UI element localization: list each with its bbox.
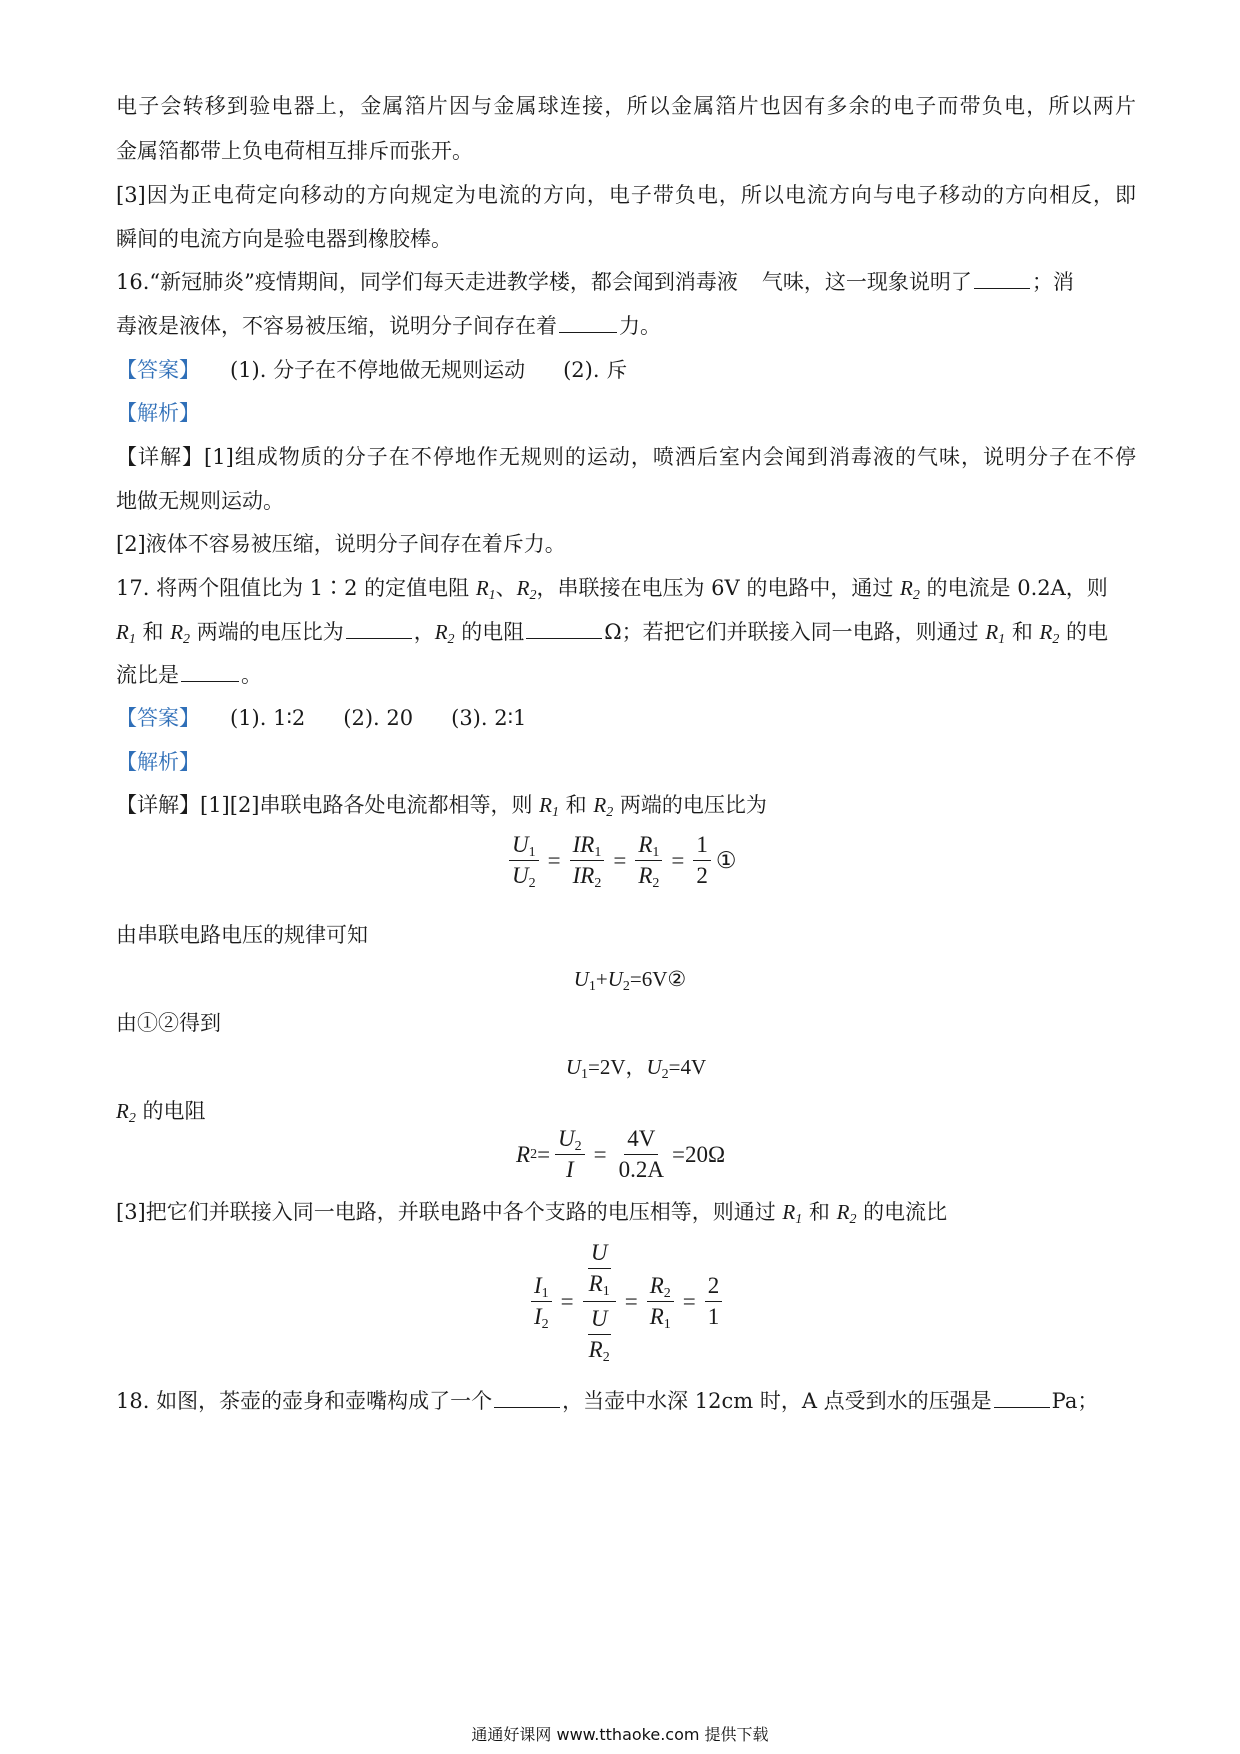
text-line: 由串联电路电压的规律可知 <box>116 923 368 947</box>
q17-text: 的电流是 0.2A，则 <box>919 576 1108 600</box>
symbol-r1: $R_1$ <box>539 793 559 820</box>
answer-blank <box>559 312 617 333</box>
q16-text: 气味，这一现象说明了 <box>761 270 972 294</box>
q17-text: 的电阻 <box>135 1099 206 1123</box>
q17-text: 两端的电压比为 <box>613 793 767 817</box>
q16-text: 力。 <box>619 314 661 338</box>
q17-text: ，串联接在电压为 6V 的电路中，通过 <box>536 576 901 600</box>
q17-text: ， <box>413 620 435 644</box>
q17-text: 、 <box>495 576 517 600</box>
q17-analysis-tag <box>116 748 1136 776</box>
question-17-line <box>116 574 1136 602</box>
q17-text: 和 <box>1005 620 1040 644</box>
text-line: 电子会转移到验电器上，金属箔片因与金属球连接，所以金属箔片也因有多余的电子而带负电，所以两片 <box>116 94 1136 118</box>
q16-text: ；消 <box>1031 270 1074 294</box>
answer-blank <box>526 618 602 639</box>
answer-blank <box>346 618 412 639</box>
q17-text: 和 <box>802 1200 837 1224</box>
answer-item: (3). 2∶1 <box>451 706 527 730</box>
symbol-r1: $R_1$ <box>475 576 496 603</box>
fraction-denominator: 1 <box>707 1304 720 1329</box>
answer-item: (2). 斥 <box>563 358 628 382</box>
text-line: 由①②得到 <box>116 1011 221 1035</box>
fraction-numerator: 1 <box>693 832 711 861</box>
symbol-r1: $R_1$ <box>985 620 1006 647</box>
symbol-r2: $R_2$ <box>900 576 920 603</box>
fraction-numerator: 2 <box>705 1273 723 1302</box>
q17-detail <box>116 791 1136 819</box>
analysis-tag: 【解析】 <box>116 750 200 774</box>
symbol-r1: $R_1$ <box>116 620 136 647</box>
q17-text: 流比是 <box>116 663 179 687</box>
q17-text: 和 <box>559 793 594 817</box>
q17-text: Ω；若把它们并联接入同一电路，则通过 <box>604 620 986 644</box>
q16-text: 毒液是液体，不容易被压缩，说明分子间存在着 <box>116 314 557 338</box>
q17-answer <box>116 704 1136 732</box>
symbol-r2: $R_2$ <box>836 1200 857 1227</box>
answer-item: (2). 20 <box>343 706 414 730</box>
symbol-r2: $R_2$ <box>593 793 614 820</box>
answer-item: (1). 分子在不停地做无规则运动 <box>230 358 526 382</box>
q16-analysis-tag <box>116 399 1136 427</box>
q16-detail: 地做无规则运动。 <box>116 489 284 513</box>
answer-tag: 【答案】 <box>116 706 200 730</box>
formula-voltage-ratio: $\frac{U_1}{U_2}$ = $\frac{IR_1}{IR_2}$ = $\frac{R_1}{R_2}$ = $\frac{1}{2}$ ① <box>504 832 736 889</box>
formula-r2: R 2 = $\frac{U_2}{I}$ = $\frac{4V}{0.2A}$ =20Ω <box>516 1126 726 1182</box>
formula-voltages: $U_1=2V$，$U_2=4V$ <box>565 1055 707 1082</box>
q16-detail: 【详解】[1]组成物质的分子在不停地作无规则的运动，喷洒后室内会闻到消毒液的气味，说明分子在不停 <box>116 445 1136 469</box>
symbol-r2: $R_2$ <box>434 620 455 647</box>
q18-text: Pa； <box>1051 1389 1099 1413</box>
text-line: [3]因为正电荷定向移动的方向规定为电流的方向，电子带负电，所以电流方向与电子移动的方向相反，即 <box>116 183 1136 207</box>
q18-text: ，当壶中水深 12cm 时，A 点受到水的压强是 <box>562 1389 992 1413</box>
q17-text: 和 <box>135 620 171 644</box>
q16-detail: [2]液体不容易被压缩，说明分子间存在着斥力。 <box>116 532 566 556</box>
text-line: 金属箔都带上负电荷相互排斥而张开。 <box>116 139 473 163</box>
symbol-r2: $R_2$ <box>516 576 537 603</box>
q17-detail <box>116 1198 1136 1226</box>
q17-detail <box>116 1097 1136 1125</box>
q17-text: 的电 <box>1059 620 1109 644</box>
formula-current-ratio: $\frac{I_1}{I_2}$ = $\frac{\frac{U}{R_1}}{\frac{U}{R_2}}$ = $\frac{R_2}{R_1}$ = $\frac{2}{1}$ <box>526 1240 727 1363</box>
answer-blank <box>994 1387 1050 1408</box>
fraction-denominator: 0.2A <box>618 1157 665 1182</box>
question-18-line <box>116 1387 1136 1415</box>
symbol-r2: $R_2$ <box>170 620 191 647</box>
q17-text: [3]把它们并联接入同一电路，并联电路中各个支路的电压相等，则通过 <box>116 1200 783 1224</box>
fraction-denominator: 2 <box>696 863 708 888</box>
answer-blank <box>494 1387 560 1408</box>
formula-result: =20Ω <box>672 1141 726 1167</box>
q16-answer <box>116 356 1136 384</box>
question-16-line <box>116 268 1136 296</box>
text-line: 瞬间的电流方向是验电器到橡胶棒。 <box>116 227 452 251</box>
q17-text: 两端的电压比为 <box>190 620 344 644</box>
analysis-tag: 【解析】 <box>116 401 200 425</box>
question-17-line <box>116 618 1136 646</box>
q18-text: 18. 如图，茶壶的壶身和壶嘴构成了一个 <box>116 1389 493 1413</box>
formula-voltage-sum: $U_1+U_2=6V②$ <box>573 967 687 994</box>
q17-text: 的电流比 <box>856 1200 948 1224</box>
q17-text: 。 <box>241 663 262 687</box>
q17-text: 的电阻 <box>454 620 525 644</box>
question-17-line <box>116 661 1136 689</box>
fraction-numerator: 4V <box>624 1126 658 1155</box>
question-16-line <box>116 312 1136 340</box>
answer-blank <box>181 661 239 682</box>
symbol-r1: $R_1$ <box>782 1200 803 1227</box>
answer-blank <box>974 268 1030 289</box>
symbol-r2: $R_2$ <box>1039 620 1060 647</box>
page-footer: 通通好课网 www.tthaoke.com 提供下载 <box>471 1725 769 1744</box>
equation-mark: ① <box>715 847 737 873</box>
answer-tag: 【答案】 <box>116 358 200 382</box>
q17-text: 17. 将两个阻值比为 1∶2 的定值电阻 <box>116 576 476 600</box>
q16-text: 16.“新冠肺炎”疫情期间，同学们每天走进教学楼，都会闻到消毒液 <box>116 270 738 294</box>
answer-item: (1). 1∶2 <box>230 706 306 730</box>
symbol-r2: $R_2$ <box>116 1099 136 1126</box>
q17-text: 【详解】[1][2]串联电路各处电流都相等，则 <box>116 793 540 817</box>
